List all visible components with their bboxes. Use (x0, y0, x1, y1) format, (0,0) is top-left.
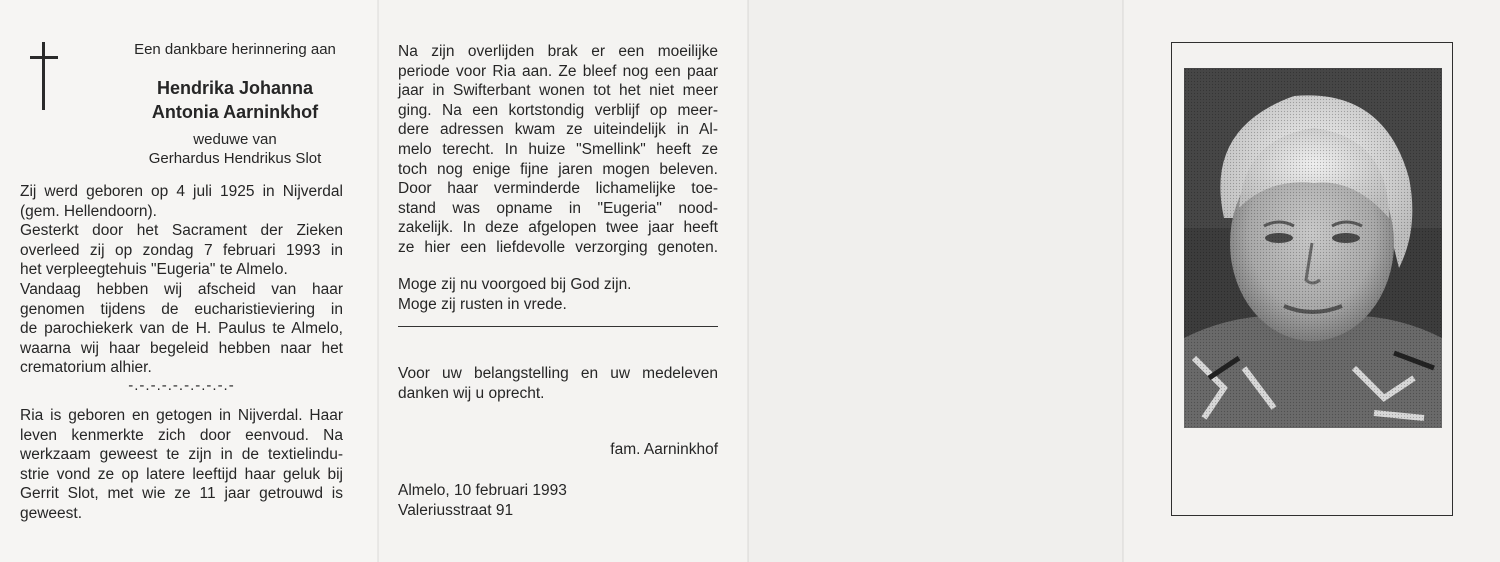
cross-icon (30, 42, 58, 110)
text-line: werkzaam geweest te zijn in de textielindu- (20, 446, 343, 464)
text-line: jaar in Swifterbant wonen tot het niet meer (398, 82, 718, 100)
text-line: zakelijk. In deze afgelopen twee jaar heeft (398, 219, 718, 237)
separator: -.-.-.-.-.-.-.-.-.- (128, 377, 235, 394)
text-line: het verpleegtehuis "Eugeria" te Almelo. (20, 261, 288, 279)
name-line-2: Antonia Aarninkhof (151, 102, 319, 122)
fold-line (1122, 0, 1124, 562)
text-line: ze hier een liefdevolle verzorging genoten. (398, 238, 718, 256)
text-line: Voor uw belangstelling en uw medeleven (398, 365, 718, 382)
text-line: ging. Na een kortstondig verblijf op meer- (398, 101, 718, 119)
text-line: genomen tijdens de eucharistieviering in (20, 300, 343, 318)
thanks-paragraph (398, 364, 718, 403)
text-line: danken wij u oprecht. (398, 384, 545, 402)
biography-paragraph (20, 182, 343, 378)
fold-line (747, 0, 749, 562)
fold-line (377, 0, 379, 562)
deceased-name (100, 76, 370, 124)
divider-line (398, 326, 718, 327)
text-line: Gerrit Slot, met wie ze 11 jaar getrouwd is (20, 485, 343, 503)
text-line: waarna wij haar begeleid hebben naar het (20, 339, 343, 357)
husband-name: Gerhardus Hendrikus Slot (148, 150, 322, 167)
text-line: melo terecht. In huize "Smellink" heeft ze (398, 140, 718, 158)
text-line: dere adressen kwam ze uiteindelijk in Al- (398, 121, 718, 139)
life-paragraph (20, 406, 343, 524)
prayer-paragraph (398, 275, 718, 314)
text-line: Door haar verminderde lichamelijke toe- (398, 180, 718, 198)
family-signature: fam. Aarninkhof (610, 441, 718, 458)
widow-of-label: weduwe van (193, 131, 277, 148)
card-panel-back (748, 0, 1123, 562)
text-line: (gem. Hellendoorn). (20, 202, 157, 220)
text-line: strie vond ze op latere leeftijd haar geluk bij (20, 465, 343, 483)
text-line: Moge zij rusten in vrede. (398, 295, 567, 313)
text-line: Ria is geboren en getogen in Nijverdal. Haar (20, 407, 343, 424)
text-line: Almelo, 10 februari 1993 (398, 482, 567, 499)
place-and-date (398, 481, 718, 520)
text-line: stand was opname in "Eugeria" nood- (398, 199, 718, 217)
story-paragraph (398, 42, 718, 258)
text-line: leven kenmerkte zich door eenvoud. Na (20, 426, 343, 444)
text-line: de parochiekerk van de H. Paulus te Almelo, (20, 320, 343, 338)
portrait-image (1184, 68, 1442, 428)
text-line: Na zijn overlijden brak er een moeilijke (398, 43, 718, 60)
text-line: geweest. (20, 504, 83, 522)
text-line: overleed zij op zondag 7 februari 1993 in (20, 241, 343, 259)
intro-text: Een dankbare herinnering aan (134, 41, 336, 58)
text-line: Zij werd geboren op 4 juli 1925 in Nijverdal (20, 183, 343, 200)
widow-of (100, 130, 370, 168)
text-line: Moge zij nu voorgoed bij God zijn. (398, 276, 632, 293)
text-line: Vandaag hebben wij afscheid van haar (20, 280, 343, 298)
text-line: Valeriusstraat 91 (398, 501, 514, 519)
portrait-photo (1184, 68, 1442, 428)
name-line-1: Hendrika Johanna (156, 78, 314, 98)
text-line: crematorium alhier. (20, 359, 152, 377)
text-line: Gesterkt door het Sacrament der Zieken (20, 222, 343, 240)
text-line: toch nog enige fijne jaren mogen beleven. (398, 160, 718, 178)
text-line: periode voor Ria aan. Ze bleef nog een paar (398, 62, 718, 80)
